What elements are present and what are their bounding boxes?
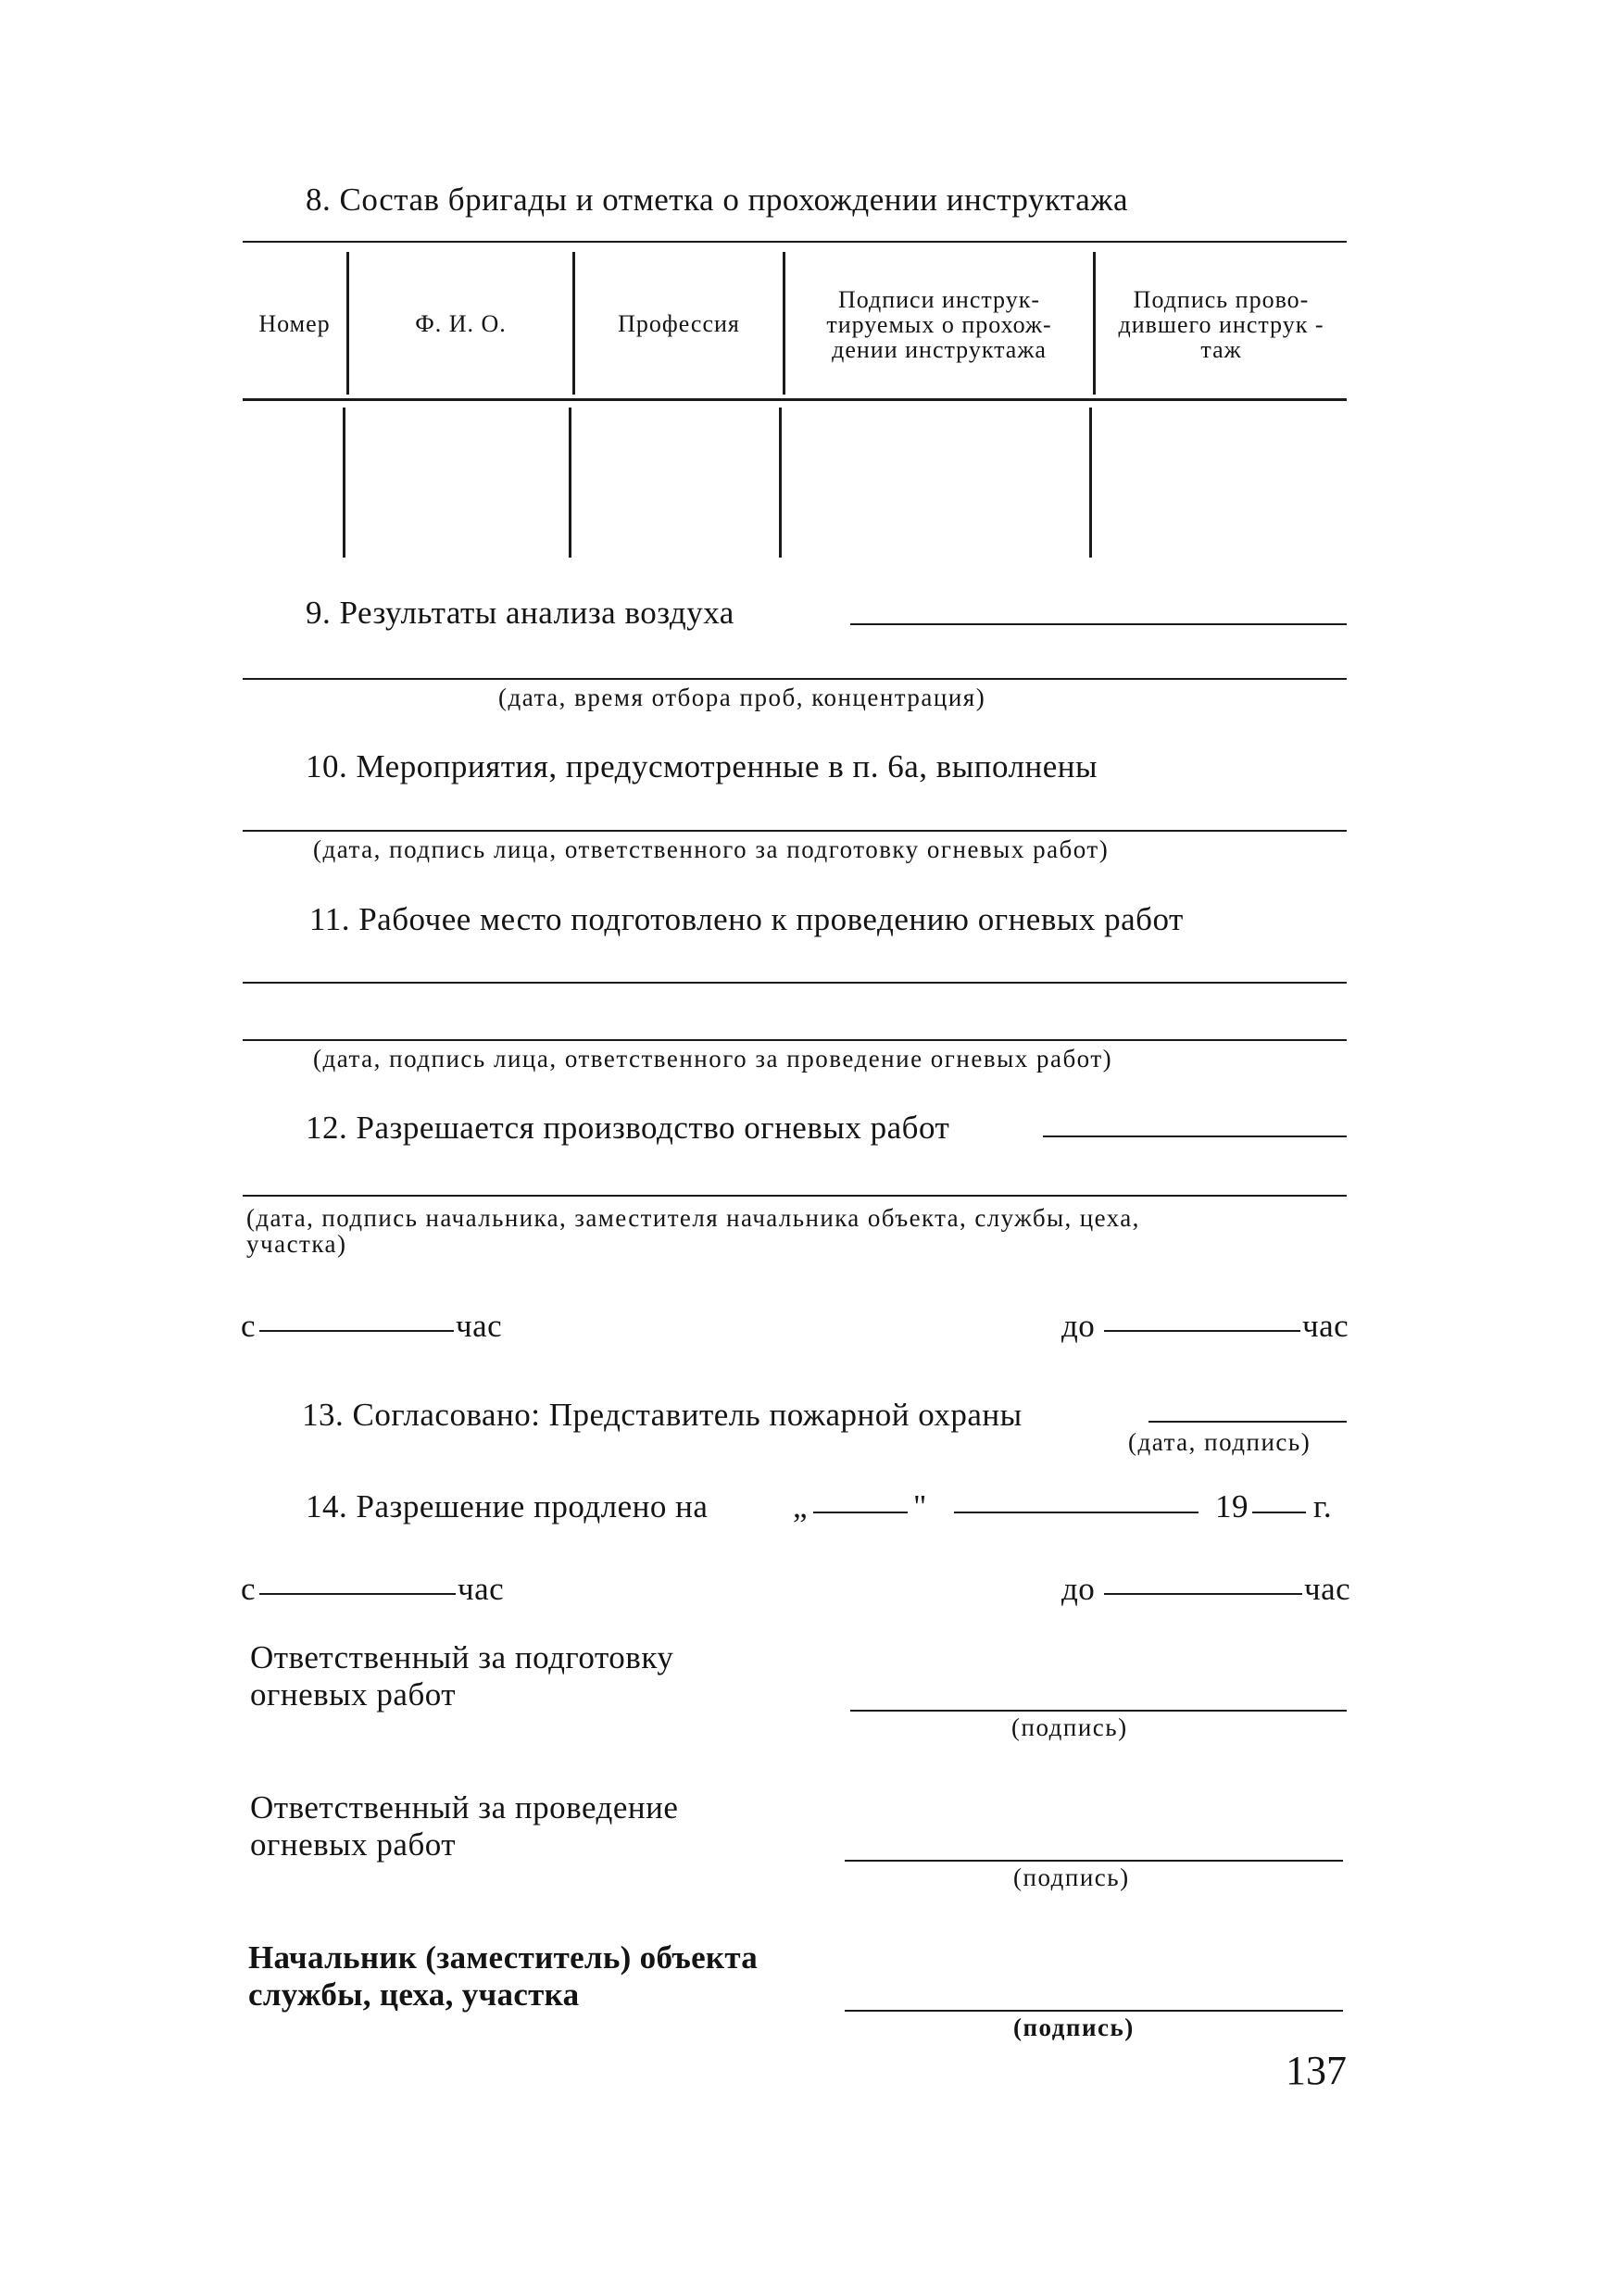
from-label: с bbox=[241, 1571, 257, 1607]
column-header-profession: Профессия bbox=[618, 310, 740, 337]
hour-label: час bbox=[456, 1308, 503, 1344]
fill-line bbox=[954, 1512, 1199, 1513]
hour-label: час bbox=[1302, 1308, 1349, 1344]
section-12-title: 12. Разрешается производство огневых работ bbox=[306, 1110, 950, 1146]
column-header-name: Ф. И. О. bbox=[415, 310, 507, 337]
fill-line bbox=[243, 678, 1347, 680]
section-9-title: 9. Результаты анализа воздуха bbox=[306, 595, 734, 631]
fill-line bbox=[1043, 1135, 1347, 1137]
fill-line bbox=[813, 1512, 908, 1513]
table-body-divider bbox=[779, 408, 782, 558]
to-label: до bbox=[1061, 1571, 1096, 1607]
section-12-caption: (дата, подпись начальника, заместителя начальника объекта, службы, цеха, bbox=[246, 1204, 1140, 1232]
table-top-border bbox=[243, 241, 1347, 243]
open-quote: „ bbox=[793, 1488, 809, 1524]
column-header-trainee-signatures: Подписи инструк- тируемых о прохож- дении инструктажа bbox=[826, 286, 1052, 363]
year-prefix: 19 bbox=[1215, 1488, 1249, 1524]
hour-label: час bbox=[1304, 1571, 1351, 1607]
signature-caption: (подпись) bbox=[1011, 1713, 1128, 1741]
section-10-title: 10. Мероприятия, предусмотренные в п. 6а, выполнены bbox=[306, 748, 1098, 784]
section-14-title: 14. Разрешение продлено на bbox=[306, 1488, 709, 1524]
fill-line bbox=[1252, 1512, 1306, 1513]
section-13-caption: (дата, подпись) bbox=[1128, 1428, 1312, 1456]
fill-line bbox=[243, 1039, 1347, 1041]
fill-line bbox=[259, 1593, 456, 1595]
fill-line bbox=[1148, 1421, 1347, 1423]
fill-line bbox=[243, 1195, 1347, 1197]
close-quote: " bbox=[913, 1488, 927, 1524]
year-suffix: г. bbox=[1313, 1488, 1333, 1524]
table-body-divider bbox=[343, 408, 345, 558]
table-header-border bbox=[243, 398, 1347, 401]
column-header-number: Номер bbox=[258, 310, 331, 337]
section-11-caption: (дата, подпись лица, ответственного за проведение огневых работ) bbox=[313, 1045, 1113, 1073]
fill-line bbox=[850, 623, 1347, 625]
section-11-title: 11. Рабочее место подготовлено к проведению огневых работ bbox=[309, 901, 1184, 937]
section-13-title: 13. Согласовано: Представитель пожарной охраны bbox=[302, 1397, 1023, 1433]
fill-line bbox=[1104, 1593, 1302, 1595]
page-number: 137 bbox=[1286, 2048, 1347, 2093]
signature-label-execution: Ответственный за проведение огневых работ bbox=[250, 1789, 679, 1863]
signature-label-preparation: Ответственный за подготовку огневых работ bbox=[250, 1639, 674, 1713]
signature-line bbox=[850, 1710, 1347, 1712]
section-9-caption: (дата, время отбора проб, концентрация) bbox=[498, 684, 986, 711]
table-body-divider bbox=[1089, 408, 1092, 558]
fill-line bbox=[243, 830, 1347, 832]
signature-line bbox=[845, 1860, 1343, 1862]
fill-line bbox=[1104, 1330, 1300, 1332]
signature-caption: (подпись) bbox=[1013, 2014, 1135, 2041]
signature-caption: (подпись) bbox=[1013, 1863, 1130, 1891]
section-12-caption-continued: участка) bbox=[246, 1230, 347, 1258]
table-body-divider bbox=[569, 408, 571, 558]
fill-line bbox=[259, 1330, 454, 1332]
section-8-title: 8. Состав бригады и отметка о прохождении инструктажа bbox=[306, 182, 1128, 218]
column-header-instructor-signature: Подпись прово- дившего инструк - таж bbox=[1118, 286, 1324, 363]
signature-line bbox=[845, 2010, 1343, 2012]
hour-label: час bbox=[458, 1571, 505, 1607]
signature-label-head: Начальник (заместитель) объекта службы, цеха, участка bbox=[248, 1939, 759, 2013]
to-label: до bbox=[1061, 1308, 1096, 1344]
section-10-caption: (дата, подпись лица, ответственного за подготовку огневых работ) bbox=[313, 835, 1110, 863]
fill-line bbox=[243, 982, 1347, 984]
from-label: с bbox=[241, 1308, 257, 1344]
